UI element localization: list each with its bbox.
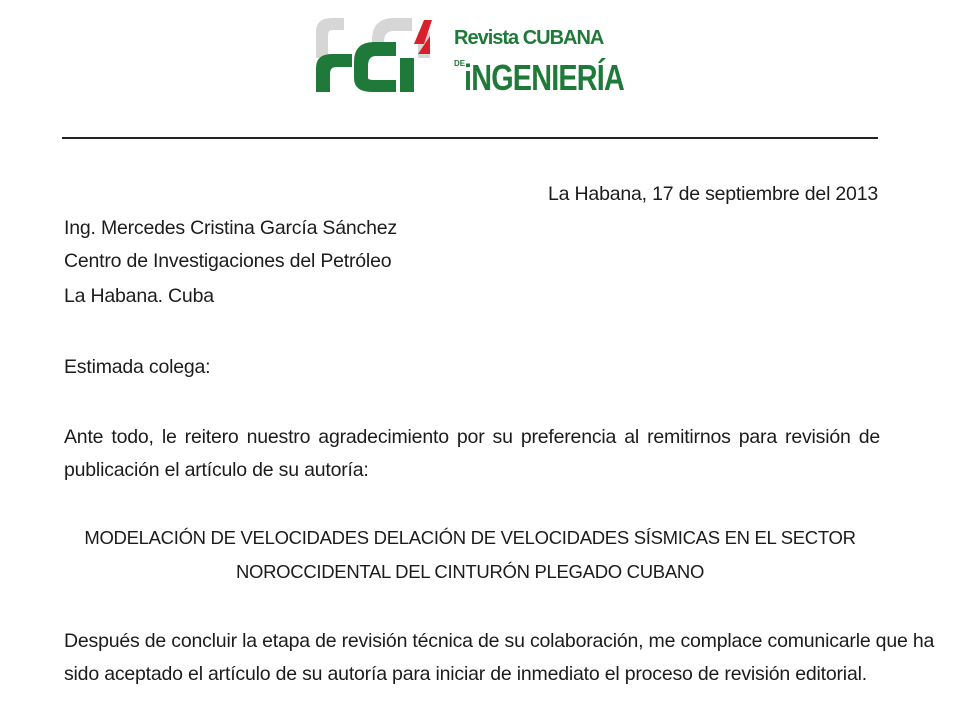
paragraph1-line2: publicación el artículo de su autoría: xyxy=(64,459,369,481)
paragraph1-line1: Ante todo, le reitero nuestro agradecimiento por su preferencia al remitirnos para revisión de xyxy=(64,426,880,448)
logo-small: DE xyxy=(454,59,466,68)
logo-line2: iNGENIERÍA xyxy=(464,57,625,98)
letter-date: La Habana, 17 de septiembre del 2013 xyxy=(548,183,878,205)
article-title-line2: NOROCCIDENTAL DEL CINTURÓN PLEGADO CUBANO xyxy=(235,561,705,582)
header-divider xyxy=(62,137,878,139)
recipient-institution: Centro de Investigaciones del Petróleo xyxy=(64,250,392,272)
recipient-name: Ing. Mercedes Cristina García Sánchez xyxy=(64,217,397,239)
article-title-line1: MODELACIÓN DE VELOCIDADES DELACIÓN DE VELOCIDADES SÍSMICAS EN EL SECTOR xyxy=(84,527,856,548)
journal-logo xyxy=(314,14,630,98)
logo-line1: Revista CUBANA xyxy=(454,27,604,49)
paragraph2-line1: Después de concluir la etapa de revisión técnica de su colaboración, me complace comunicarle que ha xyxy=(64,630,935,652)
recipient-city: La Habana. Cuba xyxy=(64,285,214,307)
rci-logo-graphic xyxy=(314,14,630,98)
paragraph2-line2: sido aceptado el artículo de su autoría para iniciar de inmediato el proceso de revisión editorial. xyxy=(64,663,867,685)
salutation: Estimada colega: xyxy=(64,356,211,378)
